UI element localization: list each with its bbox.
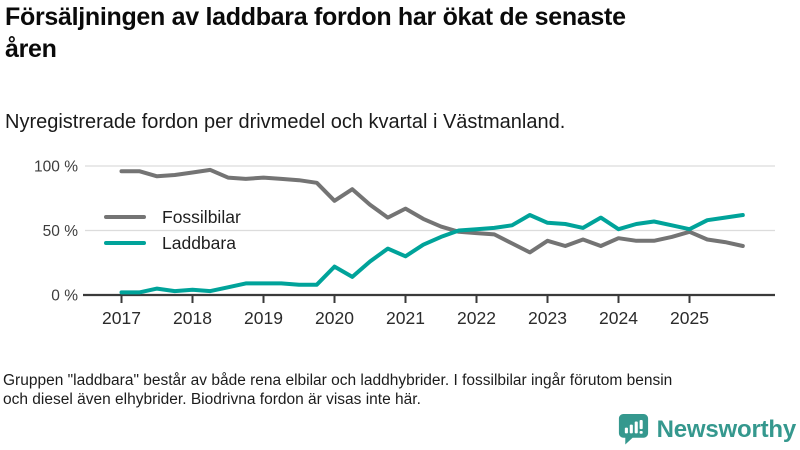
chart-subtitle: Nyregistrerade fordon per drivmedel och kvartal i Västmanland. — [5, 111, 566, 133]
brand-name: Newsworthy — [656, 415, 796, 443]
legend — [104, 204, 241, 256]
newsworthy-logo — [618, 413, 796, 446]
fossilbilar-line-swatch — [104, 215, 146, 220]
x-tick-label: 2025 — [670, 308, 709, 328]
x-tick-label: 2023 — [528, 308, 567, 328]
laddbara-line-swatch — [104, 241, 146, 246]
page-title — [5, 1, 755, 65]
footnote-line: och diesel även elhybrider. Biodrivna fordon är visas inte här. — [3, 391, 421, 408]
legend-label: Laddbara — [162, 232, 236, 253]
x-tick-label: 2018 — [173, 308, 212, 328]
legend-label: Fossilbilar — [162, 206, 241, 227]
x-tick-label: 2024 — [599, 308, 638, 328]
x-tick-label: 2017 — [102, 308, 141, 328]
legend-item-laddbara — [104, 230, 241, 256]
y-tick-label: 50 % — [42, 223, 78, 240]
footnote-line: Gruppen "laddbara" består av både rena elbilar och laddhybrider. I fossilbilar ingår förutom bensin — [3, 372, 673, 389]
speech-bubble-bar-chart-icon — [618, 413, 649, 446]
x-tick-label: 2022 — [457, 308, 496, 328]
page-title-line: åren — [5, 35, 57, 63]
y-tick-label: 100 % — [34, 158, 78, 176]
footnote — [3, 371, 793, 409]
page-title-line: Försäljningen av laddbara fordon har ökat de senaste — [5, 3, 626, 31]
legend-item-fossilbilar — [104, 204, 241, 230]
x-tick-label: 2020 — [315, 308, 354, 328]
x-tick-label: 2021 — [386, 308, 425, 328]
y-tick-label: 0 % — [51, 287, 78, 305]
x-tick-label: 2019 — [244, 308, 283, 328]
